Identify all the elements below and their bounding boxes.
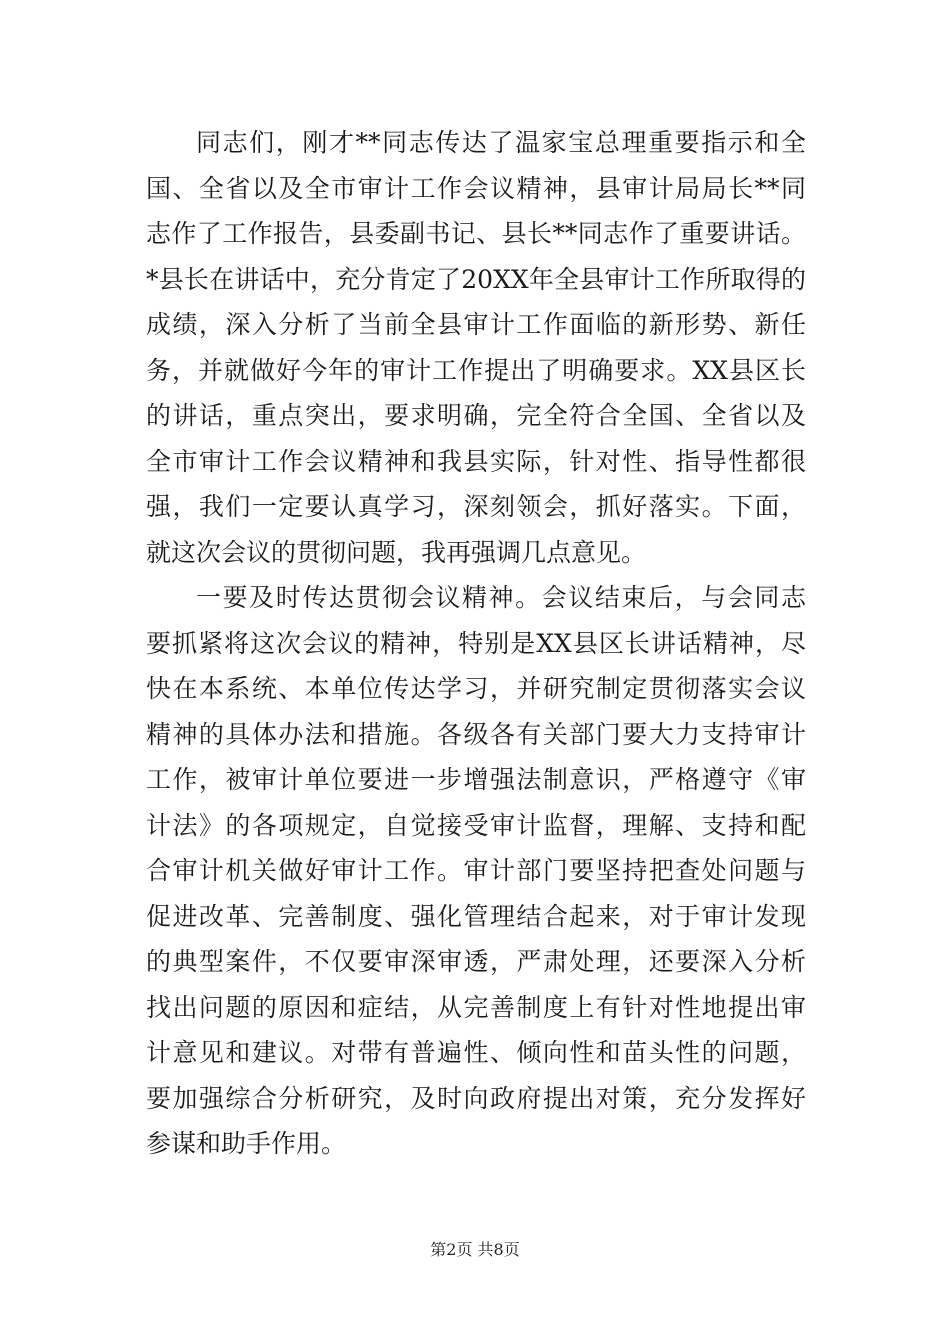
paragraph-2-line-8: 促进改革、完善制度、强化管理结合起来，对于审计发现 [146,901,806,931]
paragraph-2-line-11: 计意见和建议。对带有普遍性、倾向性和苗头性的问题， [146,1038,806,1067]
paragraph-1-line-4: *县长在讲话中，充分肯定了20XX年全县审计工作所取得的 [146,264,806,294]
paragraph-2-line-12: 要加强综合分析研究，及时向政府提出对策，充分发挥好 [146,1083,806,1113]
paragraph-2-line-3: 快在本系统、本单位传达学习，并研究制定贯彻落实会议 [146,674,806,703]
paragraph-1-line-3: 志作了工作报告，县委副书记、县长**同志作了重要讲话。 [146,219,806,248]
paragraph-2-line-13: 参谋和助手作用。 [146,1129,347,1158]
paragraph-1-line-10: 就这次会议的贯彻问题，我再强调几点意见。 [146,537,647,567]
paragraph-1-line-7: 的讲话，重点突出，要求明确，完全符合全国、全省以及 [146,401,806,430]
paragraph-2-line-5: 工作，被审计单位要进一步增强法制意识，严格遵守《审 [146,765,806,794]
paragraph-2-line-6: 计法》的各项规定，自觉接受审计监督，理解、支持和配 [146,810,806,840]
paragraph-1-line-5: 成绩，深入分析了当前全县审计工作面临的新形势、新任 [146,310,806,339]
paragraph-1-line-9: 强，我们一定要认真学习，深刻领会，抓好落实。下面， [146,492,806,521]
paragraph-1-line-6: 务，并就做好今年的审计工作提出了明确要求。XX县区长 [146,355,806,385]
paragraph-2-line-1: 一要及时传达贯彻会议精神。会议结束后，与会同志 [196,583,806,612]
paragraph-2-line-4: 精神的具体办法和措施。各级各有关部门要大力支持审计 [146,719,806,749]
paragraph-1-line-2: 国、全省以及全市审计工作会议精神，县审计局局长**同 [146,173,806,203]
paragraph-2-line-2: 要抓紧将这次会议的精神，特别是XX县区长讲话精神，尽 [146,628,806,658]
paragraph-2-line-7: 合审计机关做好审计工作。审计部门要坚持把查处问题与 [146,856,806,885]
paragraph-2-line-10: 找出问题的原因和症结，从完善制度上有针对性地提出审 [146,992,806,1022]
page-number-footer: 第2页 共8页 [430,1240,520,1259]
paragraph-1-line-1: 同志们，刚才**同志传达了温家宝总理重要指示和全 [196,128,806,157]
paragraph-1-line-8: 全市审计工作会议精神和我县实际，针对性、指导性都很 [146,446,806,476]
paragraph-2-line-9: 的典型案件，不仅要审深审透，严肃处理，还要深入分析 [146,947,806,976]
document-body [146,120,806,1167]
